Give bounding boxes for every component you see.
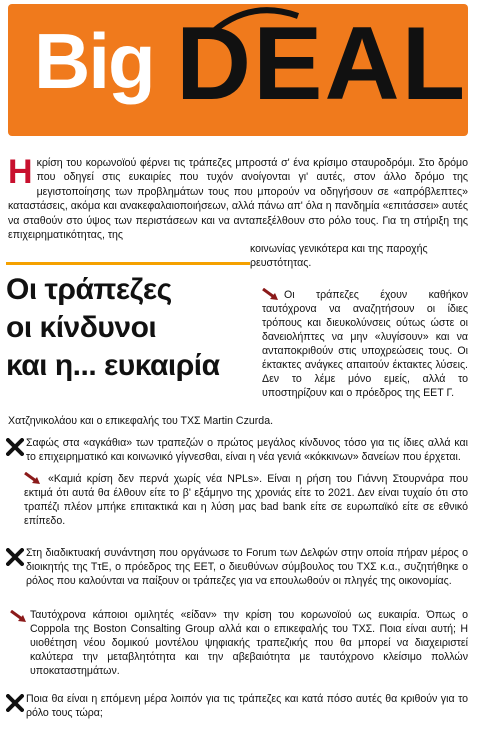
arrow-marker-icon bbox=[10, 610, 28, 624]
headline-block bbox=[6, 262, 250, 393]
paragraph-2 bbox=[26, 436, 468, 464]
drop-cap: Η bbox=[8, 153, 33, 191]
intro-text: κρίση του κορωνοϊού φέρνει τις τράπεζες μπροστά σ' ένα κρίσιμο σταυροδρόμι. Στο δρόμο που οδηγεί στις ευκαιρίες που τυχόν ανοίγονται γι' αυτές, στον άλλο δρόμο της μεγιστοποίησης των προβλημάτων τους που μπορούν να οδηγήσουν σε «απρόβλεπτες» καταστάσεις, ακόμα και ανακεφαλαιοποιήσεων, αλλά πάνω απ' όλα η πανδημία «επιτάσσει» αυτές να σταθούν στο ύψος των περιστάσεων και να ανταπεξέλθουν στο ρόλο τους. Για τη στήριξη της επιχειρηματικότητας, της bbox=[8, 157, 468, 242]
paragraph-5-text: Ταυτόχρονα κάποιοι ομιλητές «είδαν» την κρίση του κορωνοϊού ως ευκαιρία. Όπως ο Coppola της Boston Consalting Group αλλά και ο επικεφαλής του ΤΧΣ. Ποια είναι αυτή; Η υιοθέτηση νέου δομικού μοντέλου ψηφιακής τραπεζικής που θα μπορεί να διαχειριστεί καλύτερα την μεταβλητότητα και την αβεβαιότητα με ταυτόχρονο κλείσιμο πολλών υποκαταστημάτων. bbox=[30, 609, 468, 677]
headline-line-1: Οι τράπεζες bbox=[6, 273, 172, 306]
paragraph-1-tail bbox=[8, 414, 468, 428]
paragraph-1 bbox=[262, 288, 468, 400]
paragraph-3 bbox=[24, 472, 468, 528]
banner-big-text: Big bbox=[34, 17, 154, 105]
x-marker-icon bbox=[6, 438, 24, 456]
paragraph-3-text: «Καμιά κρίση δεν περνά χωρίς νέα NPLs». Είναι η ρήση του Γιάννη Στουρνάρα που εκτιμά ότι αυτά θα έλθουν είτε το β' εξάμηνο της χρονιάς είτε το 2021. Δεν είναι τυχαίο ότι στο τραπέζι πλέον μπήκε επιτακτικά και η λύση μας bad bank είτε σε ευρωπαϊκό είτε σε εθνικό επίπεδο. bbox=[24, 473, 468, 527]
paragraph-6 bbox=[26, 692, 468, 720]
headline-line-3: και η... ευκαιρία bbox=[6, 349, 220, 382]
paragraph-2-text: Σαφώς στα «αγκάθια» των τραπεζών ο πρώτος μεγάλος κίνδυνος τόσο για τις ίδιες αλλά και το επιχειρηματικό και κοινωνικό γίγνεσθαι, είναι η νέα γενιά «κόκκινων» δανείων που έρχεται. bbox=[26, 437, 468, 463]
paragraph-5 bbox=[30, 608, 468, 678]
big-deal-banner bbox=[8, 4, 468, 136]
paragraph-4 bbox=[26, 546, 468, 588]
intro-tail bbox=[250, 242, 468, 271]
paragraph-6-text: Ποια θα είναι η επόμενη μέρα λοιπόν για τις τράπεζες και κατά πόσο αυτές θα κριθούν για το ρόλο τους τώρα; bbox=[26, 693, 468, 719]
intro-tail-text: κοινωνίας γενικότερα και της παροχής ρευστότητας. bbox=[250, 243, 428, 270]
paragraph-4-text: Στη διαδικτυακή συνάντηση που οργάνωσε το Forum των Δελφών στην οποία πήραν μέρος ο διοικητής της ΤτΕ, ο πρόεδρος της ΕΕΤ, ο διευθύνων σύμβουλος του ΤΧΣ κ.α., συζητήθηκε ο ρόλος που καλούνται να παίξουν οι τράπεζες για να επουλωθούν οι πληγές της οικονομίας. bbox=[26, 547, 468, 587]
intro-paragraph bbox=[8, 153, 468, 242]
x-marker-icon bbox=[6, 548, 24, 566]
paragraph-1-text: Οι τράπεζες έχουν καθήκον ταυτόχρονα να αναζητήσουν οι ίδιες τρόπους και διευκολύνσεις ούτως ώστε οι δανειολήπτες να μην «λυγίσουν» και να ανταποκριθούν στις υποχρεώσεις τους. Οι έκτακτες ανάγκες απαιτούν έκτακτες λύσεις. Δεν το λέμε μόνο εμείς, αλλά το υποστηρίζουν και ο πρόεδρος της ΕΕΤ Γ. bbox=[262, 289, 468, 399]
paragraph-1-tail-text: Χατζηνικολάου και ο επικεφαλής του ΤΧΣ Martin Czurda. bbox=[8, 415, 274, 427]
headline bbox=[6, 271, 250, 385]
banner-deal-text: DEAL bbox=[176, 6, 468, 122]
headline-line-2: οι κίνδυνοι bbox=[6, 311, 157, 344]
x-marker-icon bbox=[6, 694, 24, 712]
